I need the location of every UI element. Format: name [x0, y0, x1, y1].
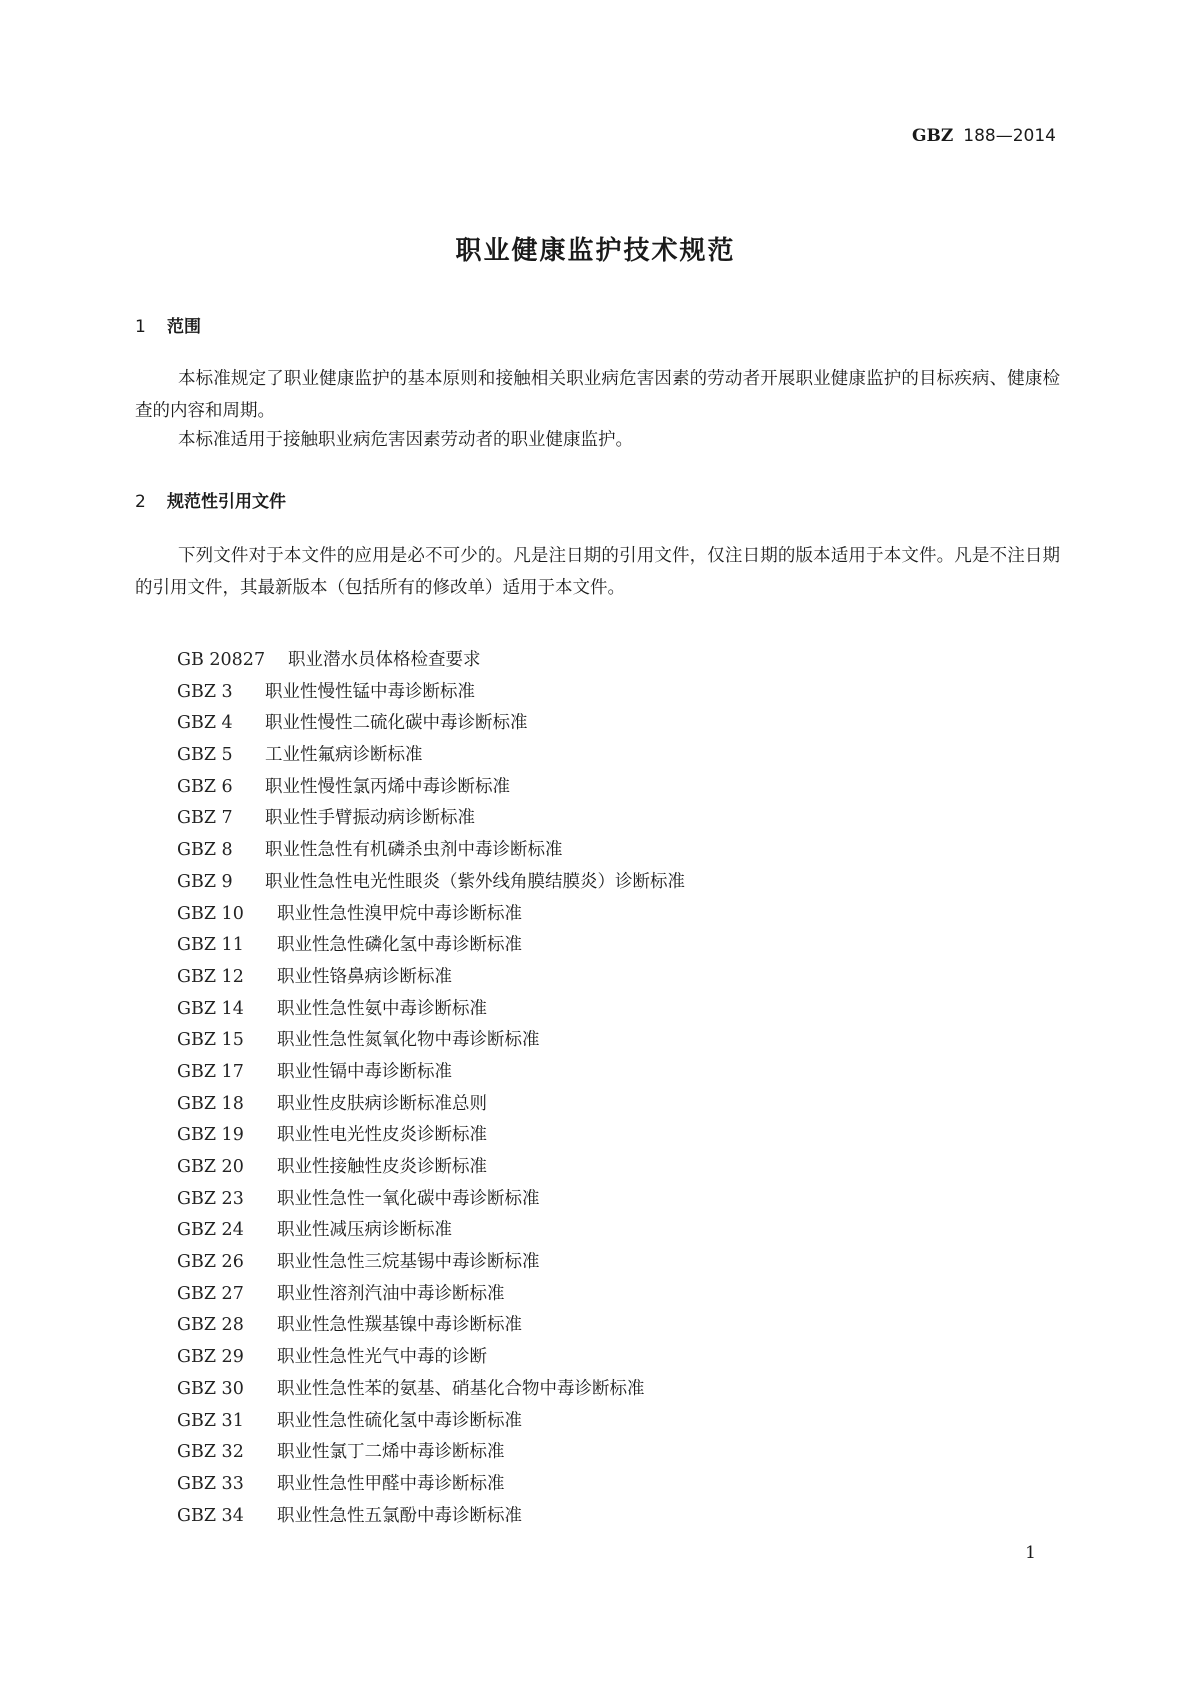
- reference-code: GBZ 33: [177, 1473, 244, 1494]
- reference-code: GBZ 32: [177, 1442, 244, 1463]
- reference-title: 职业性接触性皮炎诊断标准: [277, 1157, 487, 1177]
- reference-item: [177, 1469, 685, 1501]
- reference-title: 职业潜水员体格检查要求: [288, 650, 481, 670]
- reference-code: GBZ 6: [177, 776, 233, 797]
- reference-code: GBZ 24: [177, 1220, 244, 1241]
- reference-code: GBZ 3: [177, 681, 233, 702]
- reference-item: [177, 835, 685, 867]
- reference-title: 职业性电光性皮炎诊断标准: [277, 1125, 487, 1146]
- section-2-number: 2: [135, 492, 146, 512]
- reference-item: [177, 1279, 685, 1311]
- reference-title: 职业性慢性氯丙烯中毒诊断标准: [265, 776, 510, 797]
- reference-title: 职业性急性溴甲烷中毒诊断标准: [277, 903, 522, 924]
- reference-code: GB 20827: [177, 650, 266, 670]
- reference-item: [177, 1247, 685, 1279]
- reference-item: [177, 740, 685, 772]
- standard-code-number: 188—2014: [963, 126, 1056, 146]
- reference-title: 职业性急性氨中毒诊断标准: [277, 998, 487, 1019]
- section-1-number: 1: [135, 317, 146, 337]
- reference-item: [177, 1406, 685, 1438]
- section-1-paragraph-1: 本标准规定了职业健康监护的基本原则和接触相关职业病危害因素的劳动者开展职业健康监护的目标疾病、健康检查的内容和周期。: [135, 369, 1060, 421]
- document-title: 职业健康监护技术规范: [455, 236, 736, 266]
- reference-title: 职业性慢性二硫化碳中毒诊断标准: [265, 713, 528, 734]
- reference-code: GBZ 23: [177, 1188, 244, 1209]
- reference-item: [177, 708, 685, 740]
- reference-code: GBZ 18: [177, 1093, 244, 1114]
- reference-title: 职业性急性有机磷杀虫剂中毒诊断标准: [265, 840, 563, 861]
- reference-title: 职业性镉中毒诊断标准: [277, 1061, 452, 1082]
- reference-code: GBZ 31: [177, 1410, 244, 1431]
- reference-item: [177, 1310, 685, 1342]
- reference-item: [177, 962, 685, 994]
- reference-code: GBZ 8: [177, 840, 233, 861]
- reference-item: [177, 930, 685, 962]
- section-1-heading: [135, 312, 201, 337]
- reference-title: 职业性急性苯的氨基、硝基化合物中毒诊断标准: [277, 1378, 645, 1399]
- page-number: 1: [1025, 1543, 1036, 1563]
- reference-code: GBZ 34: [177, 1505, 244, 1526]
- reference-item: [177, 1184, 685, 1216]
- reference-code: GBZ 4: [177, 713, 233, 734]
- reference-title: 职业性急性羰基镍中毒诊断标准: [277, 1315, 522, 1336]
- reference-code: GBZ 28: [177, 1315, 244, 1336]
- reference-code: GBZ 20: [177, 1157, 244, 1177]
- normative-reference-list: [177, 645, 685, 1532]
- section-2-paragraph-1: 下列文件对于本文件的应用是必不可少的。凡是注日期的引用文件，仅注日期的版本适用于本文件。凡是不注日期的引用文件，其最新版本（包括所有的修改单）适用于本文件。: [135, 546, 1060, 598]
- reference-code: GBZ 7: [177, 808, 233, 829]
- reference-title: 职业性急性一氧化碳中毒诊断标准: [277, 1188, 540, 1209]
- section-2-heading: [135, 487, 286, 512]
- reference-code: GBZ 30: [177, 1378, 244, 1399]
- reference-code: GBZ 5: [177, 745, 233, 766]
- reference-item: [177, 772, 685, 804]
- reference-code: GBZ 26: [177, 1252, 244, 1273]
- reference-item: [177, 803, 685, 835]
- reference-item: [177, 1437, 685, 1469]
- reference-item: [177, 677, 685, 709]
- reference-title: 职业性急性三烷基锡中毒诊断标准: [277, 1252, 540, 1273]
- reference-title: 职业性急性光气中毒的诊断: [277, 1347, 487, 1368]
- reference-item: [177, 994, 685, 1026]
- reference-title: 职业性急性电光性眼炎（紫外线角膜结膜炎）诊断标准: [265, 871, 685, 892]
- reference-title: 职业性皮肤病诊断标准总则: [277, 1093, 487, 1114]
- standard-code-prefix: GBZ: [911, 126, 954, 146]
- reference-code: GBZ 27: [177, 1283, 244, 1304]
- reference-item: [177, 1057, 685, 1089]
- reference-title: 职业性溶剂汽油中毒诊断标准: [277, 1283, 505, 1304]
- reference-item: [177, 1501, 685, 1533]
- reference-title: 职业性氯丁二烯中毒诊断标准: [277, 1442, 505, 1463]
- reference-item: [177, 1089, 685, 1121]
- reference-title: 职业性慢性锰中毒诊断标准: [265, 681, 475, 702]
- reference-code: GBZ 10: [177, 903, 244, 924]
- reference-item: [177, 645, 685, 677]
- reference-title: 职业性急性五氯酚中毒诊断标准: [277, 1505, 522, 1526]
- reference-item: [177, 899, 685, 931]
- reference-title: 职业性铬鼻病诊断标准: [277, 966, 452, 987]
- reference-code: GBZ 11: [177, 935, 244, 956]
- reference-title: 职业性手臂振动病诊断标准: [265, 808, 475, 829]
- standard-code: [912, 126, 1056, 146]
- reference-item: [177, 1215, 685, 1247]
- reference-item: [177, 1342, 685, 1374]
- reference-item: [177, 867, 685, 899]
- reference-code: GBZ 9: [177, 871, 233, 892]
- reference-item: [177, 1120, 685, 1152]
- reference-code: GBZ 14: [177, 998, 244, 1019]
- reference-code: GBZ 12: [177, 966, 244, 987]
- reference-title: 职业性急性硫化氢中毒诊断标准: [277, 1410, 522, 1431]
- section-2-title: 规范性引用文件: [167, 492, 286, 512]
- reference-title: 职业性急性磷化氢中毒诊断标准: [277, 935, 522, 956]
- section-1-paragraph-2: 本标准适用于接触职业病危害因素劳动者的职业健康监护。: [178, 430, 633, 450]
- reference-item: [177, 1025, 685, 1057]
- reference-title: 职业性急性甲醛中毒诊断标准: [277, 1473, 505, 1494]
- reference-item: [177, 1152, 685, 1184]
- reference-code: GBZ 29: [177, 1347, 244, 1368]
- reference-code: GBZ 17: [177, 1061, 244, 1082]
- reference-code: GBZ 15: [177, 1030, 244, 1051]
- reference-title: 工业性氟病诊断标准: [265, 745, 423, 766]
- reference-item: [177, 1374, 685, 1406]
- reference-code: GBZ 19: [177, 1125, 244, 1146]
- reference-title: 职业性急性氮氧化物中毒诊断标准: [277, 1030, 540, 1051]
- section-1-title: 范围: [167, 317, 201, 337]
- reference-title: 职业性减压病诊断标准: [277, 1220, 452, 1241]
